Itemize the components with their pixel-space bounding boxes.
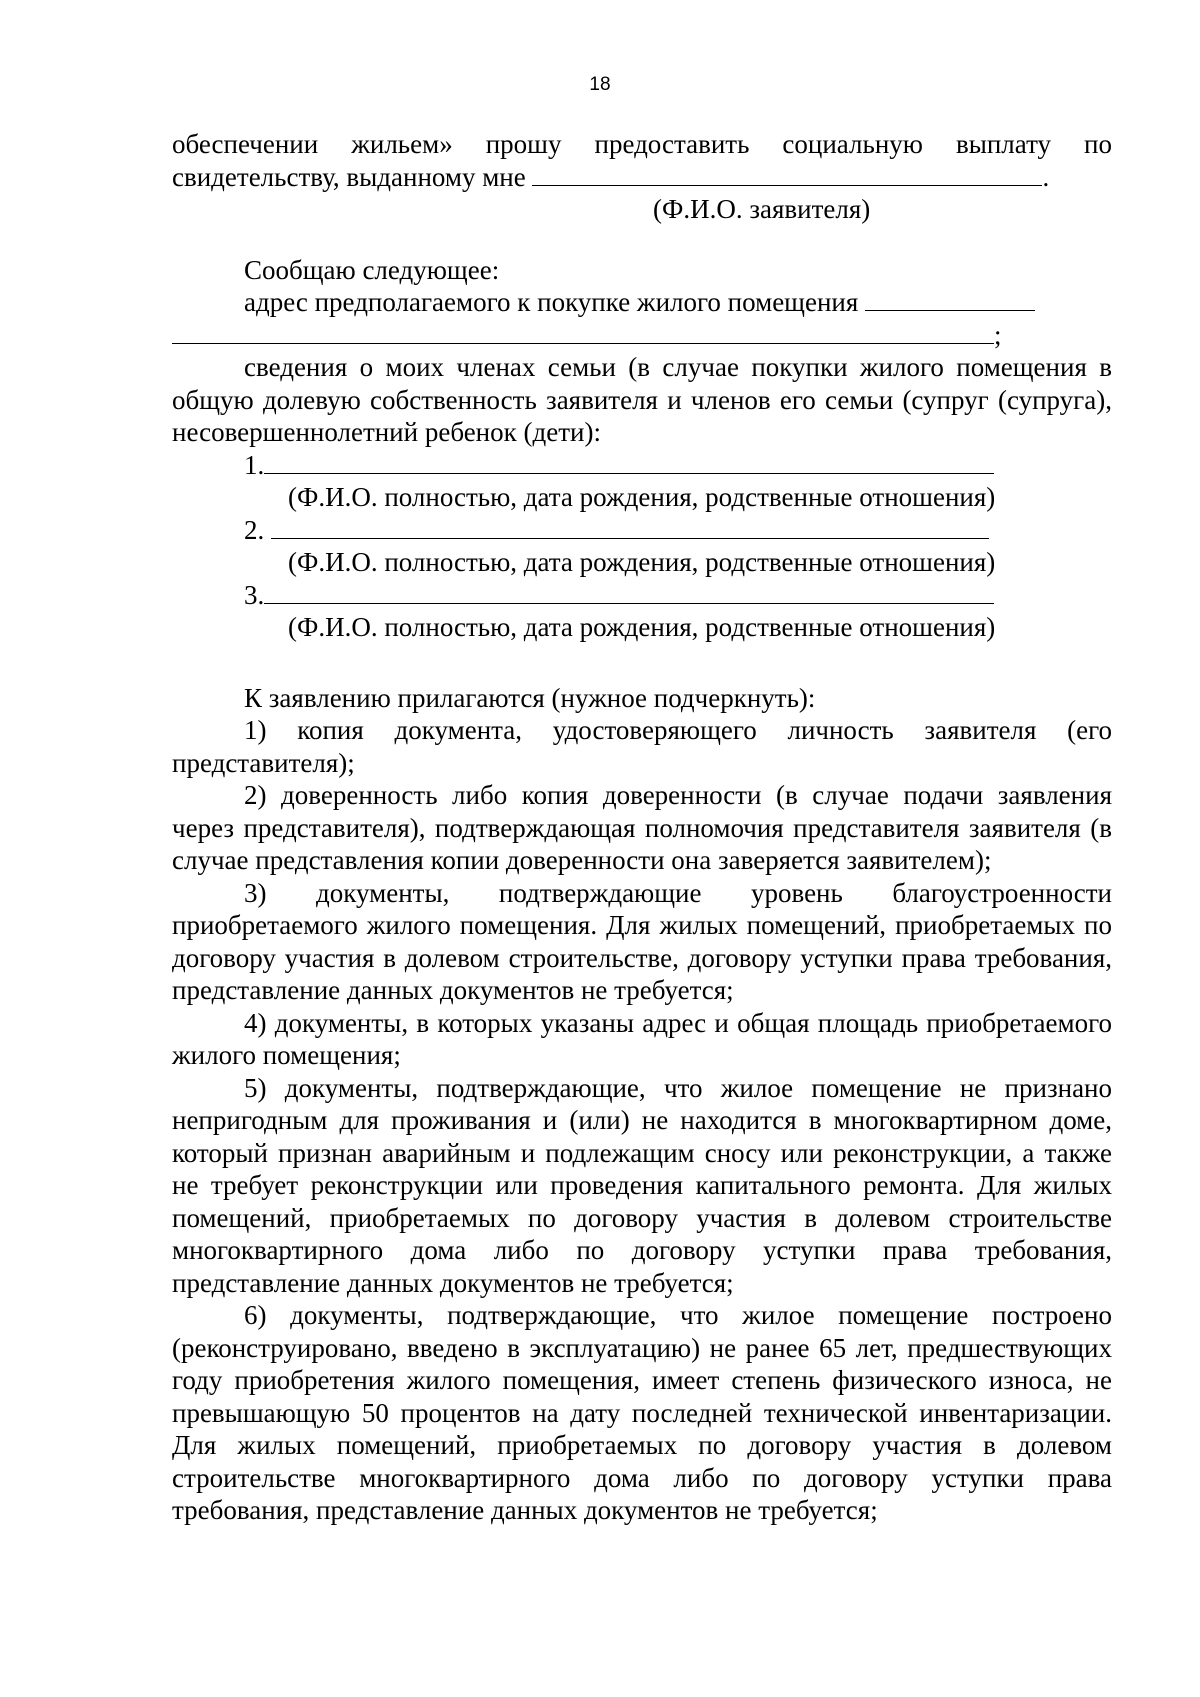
attachment-item-5: 5) документы, подтверждающие, что жилое помещение не признано непригодным для проживания и (или) не находится в многоквартирном доме, который признан аварийным и подлежащим сносу или реконструкции, а также не требует реконструкции или проведения капитального ремонта. Для жилых помещений, приобретаемых по договору участия в долевом строительстве многоквартирного дома либо по договору уступки права требования, представление данных документов не требуется;: [172, 1072, 1112, 1298]
family-entry-3: [172, 579, 1112, 612]
intro-line-2-text: свидетельству, выданному мне: [172, 161, 526, 192]
address-end: ;: [994, 319, 1002, 350]
family-num-1: 1.: [244, 449, 265, 480]
family-num-3: 3.: [244, 579, 265, 610]
family-num-2: 2.: [244, 514, 265, 545]
intro-line-2: [172, 161, 1112, 194]
address-line: [172, 286, 1112, 319]
attachment-item-1: 1) копия документа, удостоверяющего личность заявителя (его представителя);: [172, 715, 1112, 778]
address-blank-1: [865, 286, 1035, 311]
address-label: адрес предполагаемого к покупке жилого помещения: [244, 287, 859, 317]
intro-line-2-end: .: [1042, 161, 1050, 192]
document-body: [172, 128, 1112, 1527]
family-caption-1: (Ф.И.О. полностью, дата рождения, родственные отношения): [288, 482, 996, 512]
caption-applicant: (Ф.И.О. заявителя): [653, 194, 871, 224]
family-blank-3: [264, 579, 994, 604]
page-number: 18: [589, 74, 611, 95]
family-blank-1: [264, 449, 994, 474]
address-line-2: [172, 319, 1112, 352]
info-heading: Сообщаю следующее:: [244, 254, 500, 285]
family-caption-2: (Ф.И.О. полностью, дата рождения, родственные отношения): [288, 547, 996, 577]
attachment-item-4: 4) документы, в которых указаны адрес и общая площадь приобретаемого жилого помещения;: [172, 1007, 1112, 1070]
attachment-item-2: 2) доверенность либо копия доверенности (в случае подачи заявления через представителя), подтверждающая полномочия представителя заявителя (в случае представления копии доверенности она заверяется заявителем);: [172, 780, 1112, 875]
attachment-item-3: 3) документы, подтверждающие уровень благоустроенности приобретаемого жилого помещения. Для жилых помещений, приобретаемых по договору участия в долевом строительстве, договору уступки права требования, представление данных документов не требуется;: [172, 877, 1112, 1005]
address-blank-2: [172, 319, 994, 344]
applicant-name-blank: [532, 161, 1042, 186]
family-text: сведения о моих членах семьи (в случае покупки жилого помещения в общую долевую собственность заявителя и членов его семьи (супруг (супруга), несовершеннолетний ребенок (дети):: [172, 352, 1112, 447]
attachments-heading: К заявлению прилагаются (нужное подчеркнуть):: [244, 682, 816, 713]
family-entry-2: [172, 514, 1112, 547]
family-caption-3: (Ф.И.О. полностью, дата рождения, родственные отношения): [288, 612, 996, 642]
intro-line-1: обеспечении жильем» прошу предоставить социальную выплату по: [172, 129, 1112, 159]
family-blank-2: [271, 514, 989, 539]
attachment-item-6: 6) документы, подтверждающие, что жилое помещение построено (реконструировано, введено в эксплуатацию) не ранее 65 лет, предшествующих году приобретения жилого помещения, имеет степень физического износа, не превышающую 50 процентов на дату последней технической инвентаризации. Для жилых помещений, приобретаемых по договору участия в долевом строительстве многоквартирного дома либо по договору уступки права требования, представление данных документов не требуется;: [172, 1300, 1112, 1525]
family-entry-1: [172, 449, 1112, 482]
